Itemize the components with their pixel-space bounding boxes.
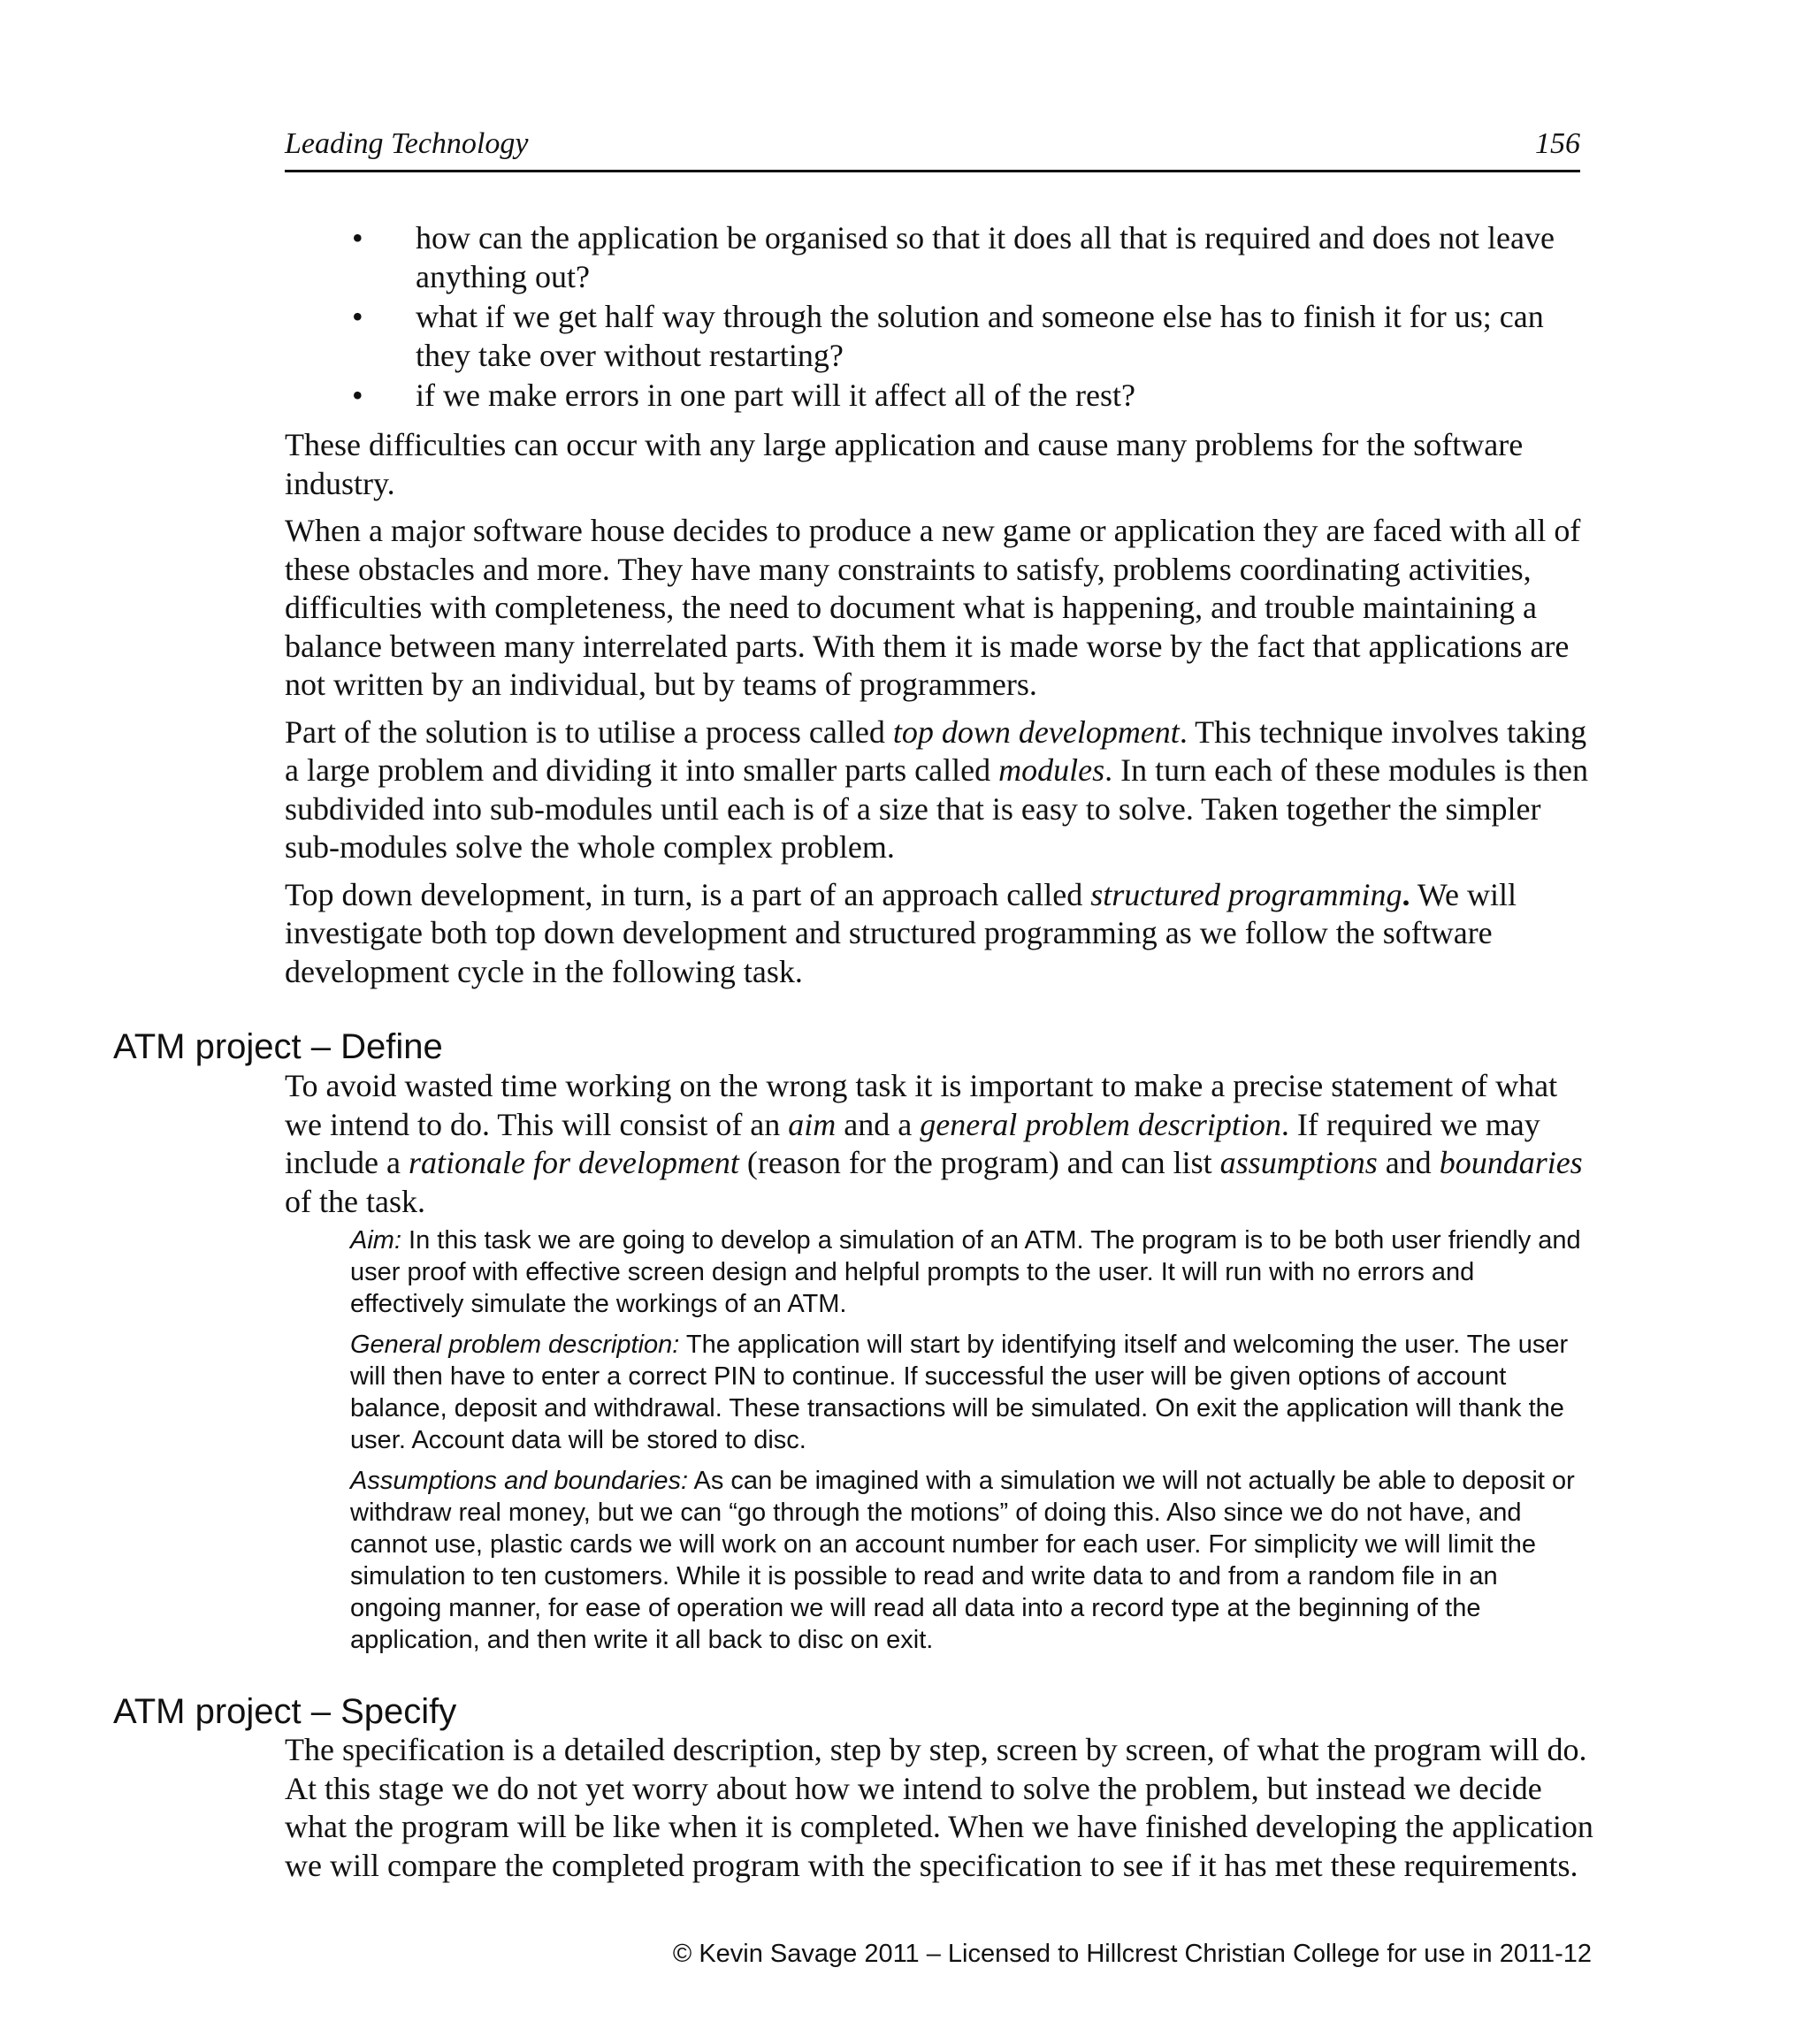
assumptions-label: Assumptions and boundaries: [350, 1467, 689, 1495]
emphasis-term: aim [788, 1106, 837, 1142]
bullet-icon: • [352, 299, 363, 334]
text-run: of the task. [285, 1183, 425, 1219]
list-item [352, 219, 1590, 296]
section-heading-specify: ATM project – Specify [113, 1692, 457, 1731]
text-run: and a [836, 1106, 921, 1142]
emphasis-term: boundaries [1439, 1145, 1583, 1180]
specify-section [285, 1731, 1593, 1885]
bullet-text: if we make errors in one part will it affect all of the rest? [416, 378, 1136, 413]
text-run: To avoid wasted time working on the wrong task it is important to make a precise statement of what we intend to do. This will consist of an [285, 1068, 1558, 1142]
emphasis-term: general problem description [920, 1106, 1281, 1142]
list-item [352, 377, 1590, 416]
intro-section [285, 426, 1593, 1000]
text-run: Part of the solution is to utilise a process called [285, 713, 893, 750]
paragraph-specify: The specification is a detailed description, step by step, screen by screen, of what the program will do. At this stage we do not yet worry about how we intend to solve the problem, but instead we decide what the program will be like when it is completed. When we have finished developing the application we will compare the completed program with the specification to see if it has met these requirements. [285, 1732, 1593, 1883]
bullet-text: what if we get half way through the solution and someone else has to finish it for us; can they take over without restarting? [416, 299, 1544, 373]
paragraph-structured [285, 876, 1593, 992]
paragraph-software-house: When a major software house decides to produce a new game or application they are faced with all of these obstacles and more. They have many constraints to satisfy, problems coordinating activities, difficulties with completeness, the need to document what is happening, and trouble maintaining a balance between many interrelated parts. With them it is made worse by the fact that applications are not written by an individual, but by teams of programmers. [285, 513, 1581, 702]
page-number: 156 [1535, 127, 1580, 160]
emphasis-term: rationale for development [408, 1145, 739, 1180]
running-header [285, 127, 1580, 172]
paragraph-difficulties: These difficulties can occur with any large application and cause many problems for the software industry. [285, 427, 1524, 501]
list-item [352, 298, 1590, 375]
text-run: . In turn each of these modules is then subdivided into sub-modules until each is of a size that is easy to solve. Taken together the simpler sub-modules solve the whole complex problem. [285, 752, 1588, 865]
bullet-list [352, 219, 1590, 417]
define-intro [285, 1067, 1593, 1221]
bold-period: . [1402, 876, 1410, 912]
general-problem-text: The application will start by identifying itself and welcoming the user. The user will then have to enter a correct PIN to continue. If successful the user will be given options of account balance, deposit and withdrawal. These transactions will be simulated. On exit the application will thank the user. Account data will be stored to disc. [350, 1331, 1569, 1454]
general-problem-paragraph [350, 1329, 1588, 1456]
aim-text: In this task we are going to develop a simulation of an ATM. The program is to be both user friendly and user proof with effective screen design and helpful prompts to the user. It will run with no errors and effectively simulate the workings of an ATM. [350, 1226, 1581, 1318]
paragraph-define [285, 1067, 1593, 1221]
bullet-text: how can the application be organised so that it does all that is required and does not leave anything out? [416, 220, 1555, 294]
bullet-icon: • [352, 220, 363, 256]
emphasis-term: structured programming [1090, 876, 1402, 912]
text-run: . This technique involves taking a large problem and dividing it into smaller parts called [285, 713, 1587, 788]
emphasis-term: modules [998, 752, 1105, 788]
text-run: and [1377, 1145, 1440, 1180]
paragraph-top-down [285, 713, 1593, 867]
text-run: We will investigate both top down development and structured programming as we follow the software development cycle in the following task. [285, 876, 1517, 989]
text-run: Top down development, in turn, is a part of an approach called [285, 876, 1091, 912]
bullet-icon: • [352, 378, 363, 413]
assumptions-text: As can be imagined with a simulation we will not actually be able to deposit or withdraw real money, but we can “go through the motions” of doing this. Also since we do not have, and cannot use, plastic cards we will work on an account number for each user. For simplicity we will limit the simulation to ten customers. While it is possible to read and write data to and from a random file in an ongoing manner, for ease of operation we will read all data into a record type at the beginning of the application, and then write it all back to disc on exit. [350, 1467, 1575, 1654]
general-problem-label: General problem description: [350, 1331, 680, 1359]
text-run: . If required we may include a [285, 1106, 1540, 1180]
aim-label: Aim: [350, 1226, 401, 1255]
aim-paragraph [350, 1224, 1588, 1320]
emphasis-term: top down development [892, 713, 1180, 750]
define-details [350, 1224, 1588, 1665]
footer-copyright: © Kevin Savage 2011 – Licensed to Hillcrest Christian College for use in 2011-12 [672, 1940, 1592, 1968]
emphasis-term: assumptions [1219, 1145, 1378, 1180]
text-run: (reason for the program) and can list [738, 1145, 1220, 1180]
section-heading-define: ATM project – Define [113, 1027, 443, 1066]
book-title: Leading Technology [285, 127, 529, 160]
assumptions-paragraph [350, 1465, 1588, 1656]
